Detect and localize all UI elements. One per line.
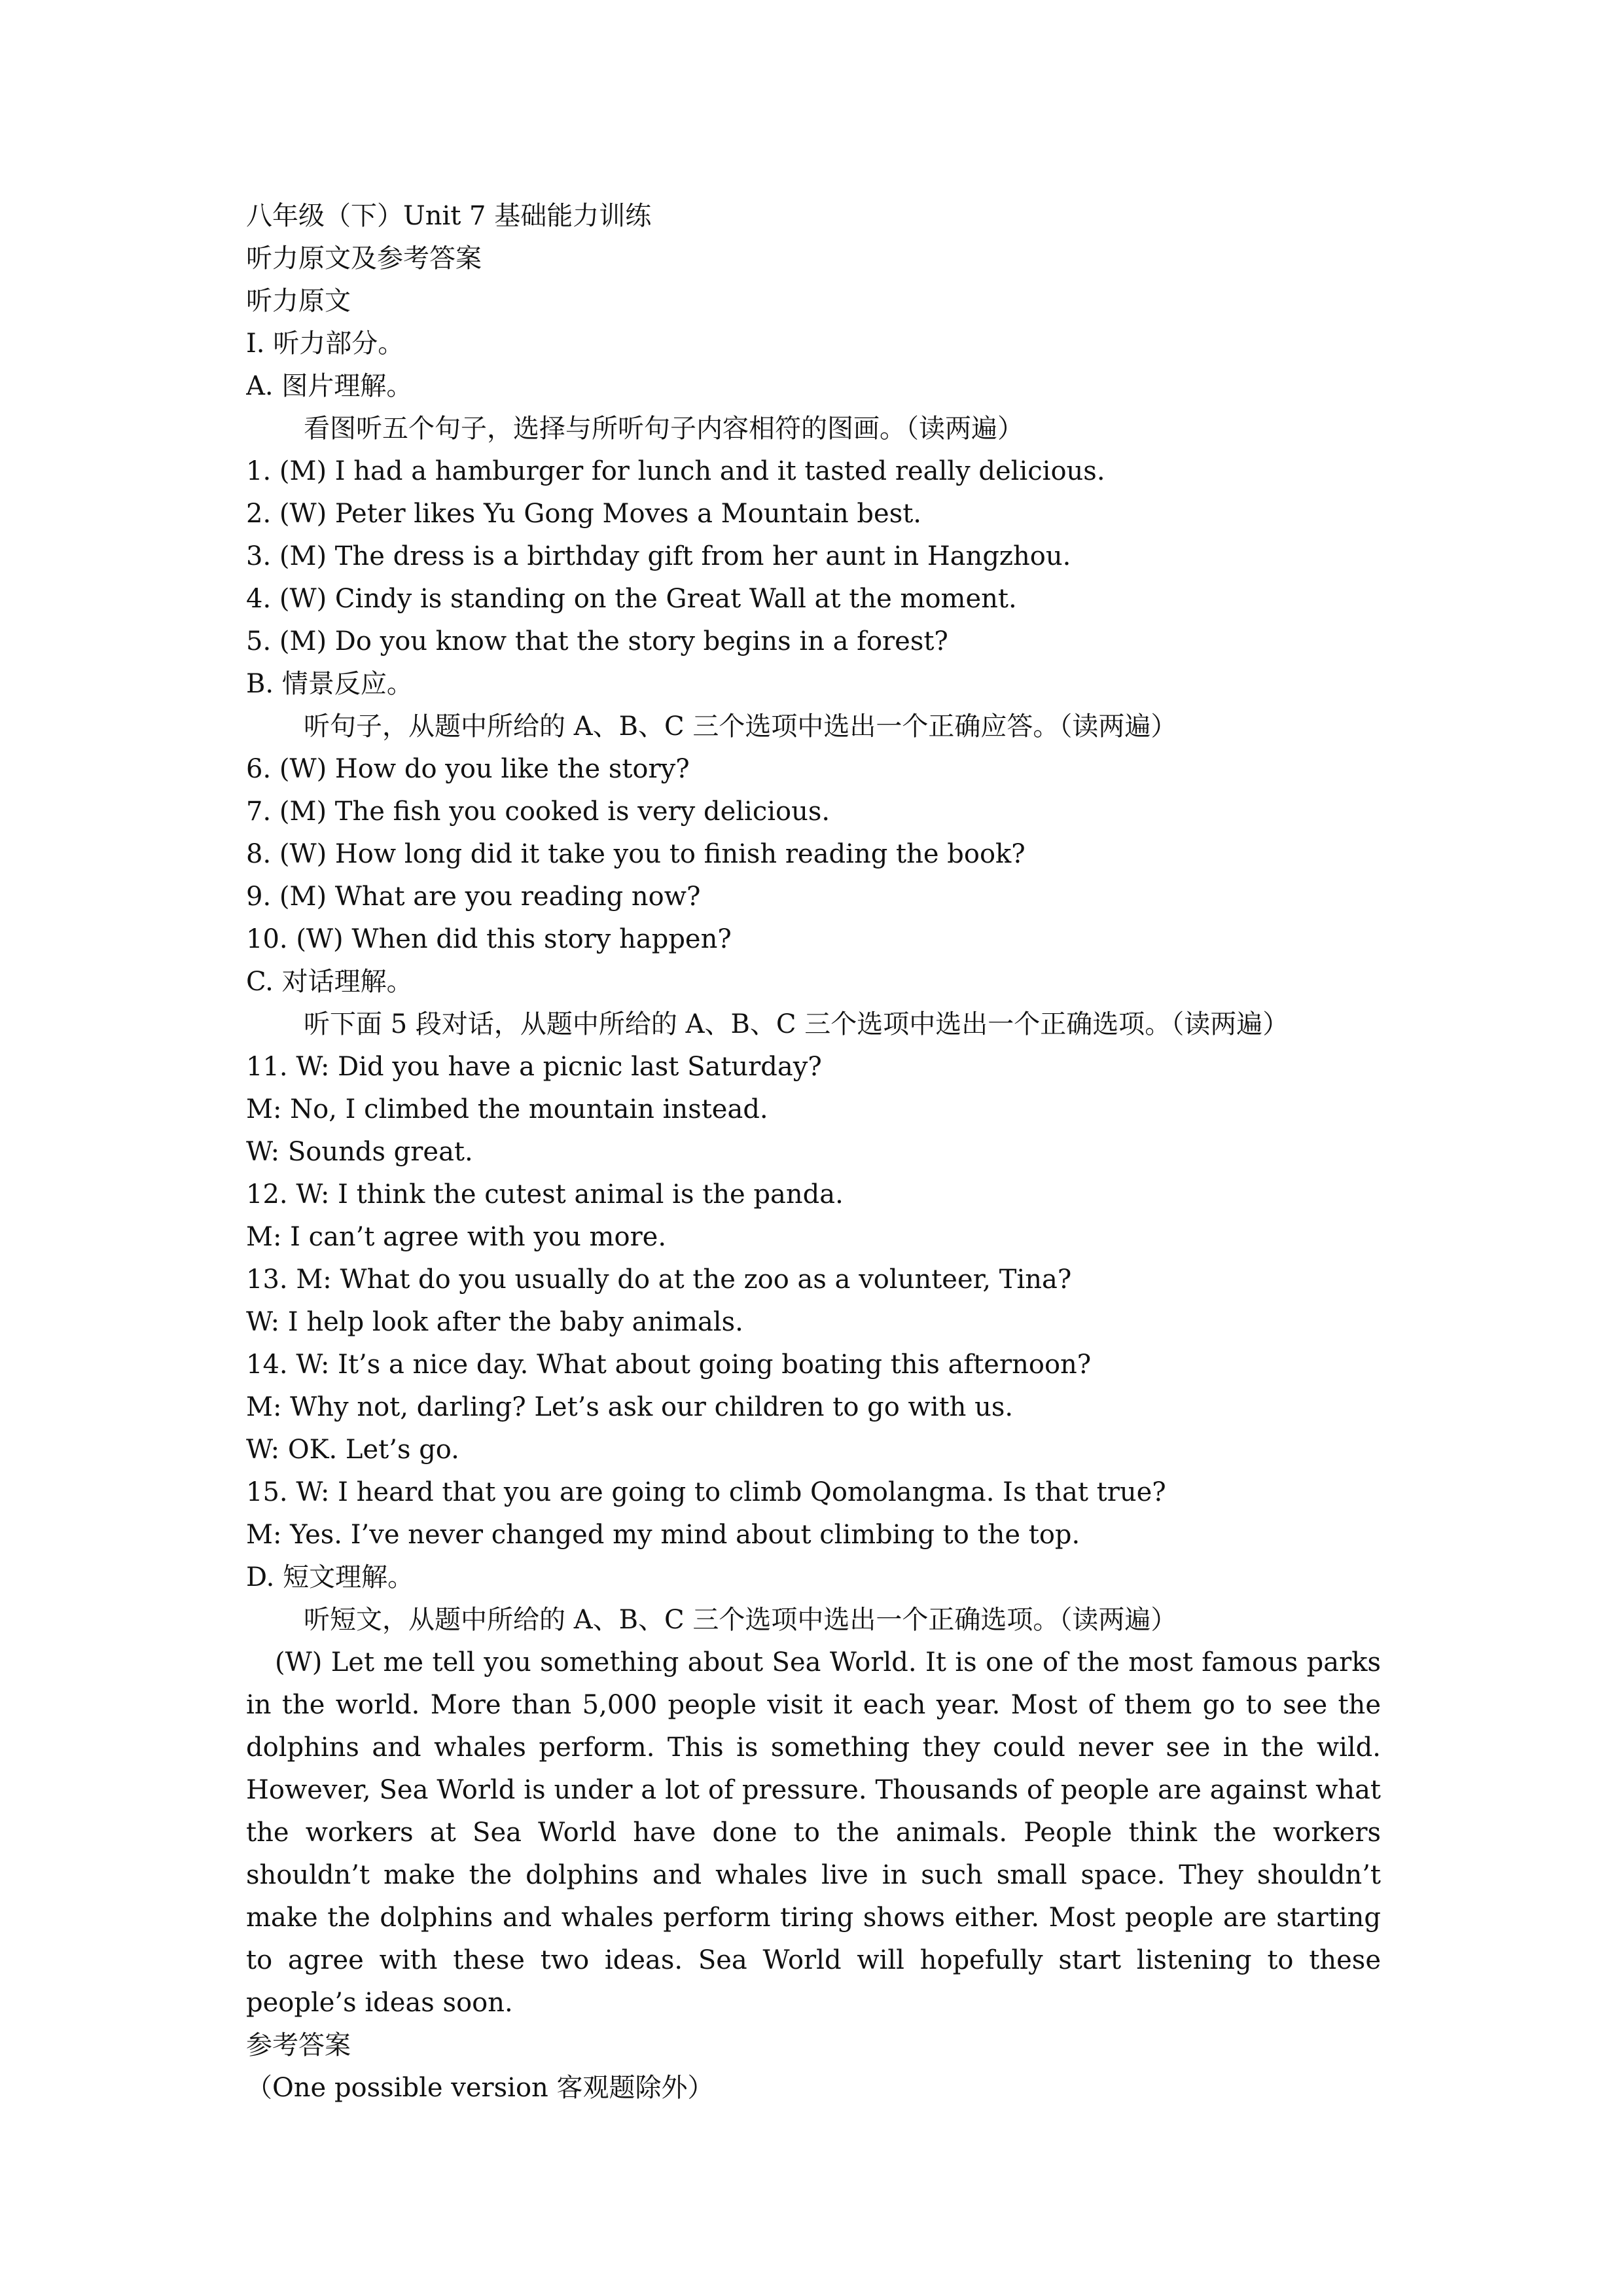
- dialogue-line: M: Yes. I’ve never changed my mind about climbing to the top.: [246, 1520, 1080, 1550]
- list-item: 4. (W) Cindy is standing on the Great Wall at the moment.: [246, 584, 1017, 614]
- dialogue-line: 11. W: Did you have a picnic last Saturday?: [246, 1052, 822, 1082]
- section-b-instruction: 听句子，从题中所给的 A、B、C 三个选项中选出一个正确应答。（读两遍）: [304, 711, 1177, 742]
- dialogue-line: M: No, I climbed the mountain instead.: [246, 1094, 768, 1124]
- answers-note: （One possible version 客观题除外）: [246, 2073, 714, 2103]
- dialogue-line: M: Why not, darling? Let’s ask our children to go with us.: [246, 1392, 1014, 1422]
- list-item: 10. (W) When did this story happen?: [246, 924, 732, 954]
- section-c-heading: C. 对话理解。: [246, 967, 413, 997]
- dialogue-line: W: Sounds great.: [246, 1137, 473, 1167]
- list-item: 8. (W) How long did it take you to finish reading the book?: [246, 839, 1026, 869]
- list-item: 2. (W) Peter likes Yu Gong Moves a Mountain best.: [246, 499, 922, 529]
- document-title: 八年级（下）Unit 7 基础能力训练: [246, 201, 652, 231]
- dialogue-line: 12. W: I think the cutest animal is the panda.: [246, 1179, 844, 1210]
- dialogue-line: 14. W: It’s a nice day. What about going boating this afternoon?: [246, 1350, 1092, 1380]
- document-page: [246, 195, 1381, 2109]
- list-item: 7. (M) The fish you cooked is very delicious.: [246, 797, 830, 827]
- dialogue-line: 15. W: I heard that you are going to climb Qomolangma. Is that true?: [246, 1477, 1166, 1507]
- section-d-heading: D. 短文理解。: [246, 1562, 414, 1592]
- list-item: 6. (W) How do you like the story?: [246, 754, 690, 784]
- section-a-heading: A. 图片理解。: [246, 371, 413, 401]
- section-d-instruction: 听短文，从题中所给的 A、B、C 三个选项中选出一个正确选项。（读两遍）: [304, 1605, 1177, 1635]
- dialogue-line: W: OK. Let’s go.: [246, 1435, 459, 1465]
- dialogue-line: M: I can’t agree with you more.: [246, 1222, 667, 1252]
- list-item: 5. (M) Do you know that the story begins in a forest?: [246, 626, 948, 656]
- document-subtitle: 听力原文及参考答案: [246, 243, 482, 274]
- list-item: 1. (M) I had a hamburger for lunch and it tasted really delicious.: [246, 456, 1105, 486]
- dialogue-line: W: I help look after the baby animals.: [246, 1307, 743, 1337]
- dialogue-line: 13. M: What do you usually do at the zoo as a volunteer, Tina?: [246, 1265, 1072, 1295]
- passage-text: (W) Let me tell you something about Sea World. It is one of the most famous parks in the world. More than 5,000 people visit it each year. Most of them go to see the dolphins and whales perform. This is something they could never see in the wild. However, Sea World is under a lot of pressure. Thousands of people are against what the workers at Sea World have done to the animals. People think the workers shouldn’t make the dolphins and whales live in such small space. They shouldn’t make the dolphins and whales perform tiring shows either. Most people are starting to agree with these two ideas. Sea World will hopefully start listening to these people’s ideas soon.: [246, 1647, 1381, 2018]
- answers-heading: 参考答案: [246, 2030, 351, 2060]
- section-a-instruction: 看图听五个句子，选择与所听句子内容相符的图画。（读两遍）: [304, 414, 1024, 444]
- section-b-heading: B. 情景反应。: [246, 669, 413, 699]
- section-c-instruction: 听下面 5 段对话，从题中所给的 A、B、C 三个选项中选出一个正确选项。（读两遍）: [304, 1009, 1289, 1039]
- section-label: 听力原文: [246, 286, 351, 316]
- part-heading: I. 听力部分。: [246, 329, 404, 359]
- list-item: 9. (M) What are you reading now?: [246, 882, 701, 912]
- list-item: 3. (M) The dress is a birthday gift from her aunt in Hangzhou.: [246, 541, 1071, 571]
